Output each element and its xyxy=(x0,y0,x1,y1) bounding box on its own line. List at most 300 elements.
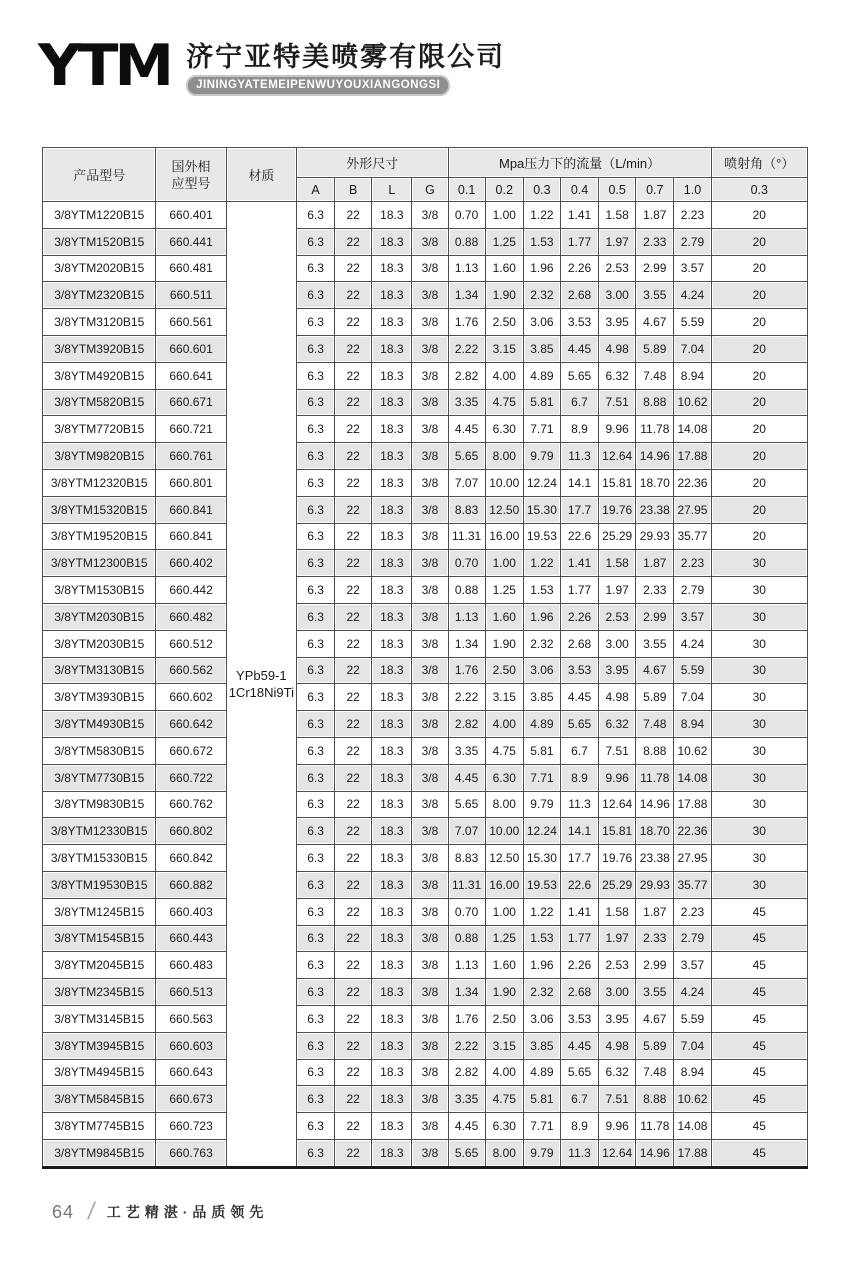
table-row xyxy=(43,1086,808,1113)
cell-product-model: 3/8YTM3120B15 xyxy=(43,309,156,336)
cell-dim-b: 22 xyxy=(335,898,372,925)
cell-foreign-model: 660.801 xyxy=(156,469,226,496)
cell-dim-l: 18.3 xyxy=(372,1005,412,1032)
cell-dim-l: 18.3 xyxy=(372,523,412,550)
cell-flow: 11.78 xyxy=(636,416,674,443)
cell-dim-l: 18.3 xyxy=(372,282,412,309)
cell-dim-b: 22 xyxy=(335,684,372,711)
cell-dim-g: 3/8 xyxy=(412,1086,448,1113)
cell-flow: 5.65 xyxy=(448,791,485,818)
material-line-1: YPb59-1 xyxy=(236,667,287,683)
table-row xyxy=(43,523,808,550)
cell-dim-l: 18.3 xyxy=(372,925,412,952)
page-footer xyxy=(52,1198,268,1226)
cell-flow: 27.95 xyxy=(674,845,711,872)
cell-spray-angle: 30 xyxy=(711,684,807,711)
table-row xyxy=(43,979,808,1006)
product-spec-table xyxy=(42,147,808,1169)
cell-dim-g: 3/8 xyxy=(412,925,448,952)
cell-product-model: 3/8YTM12300B15 xyxy=(43,550,156,577)
cell-foreign-model: 660.603 xyxy=(156,1032,226,1059)
cell-dim-g: 3/8 xyxy=(412,282,448,309)
cell-flow: 2.53 xyxy=(599,255,636,282)
table-row xyxy=(43,255,808,282)
cell-product-model: 3/8YTM5830B15 xyxy=(43,737,156,764)
cell-spray-angle: 30 xyxy=(711,577,807,604)
cell-dim-a: 6.3 xyxy=(296,791,334,818)
cell-dim-g: 3/8 xyxy=(412,523,448,550)
cell-product-model: 3/8YTM2020B15 xyxy=(43,255,156,282)
cell-flow: 8.00 xyxy=(485,1139,523,1167)
cell-flow: 1.00 xyxy=(485,898,523,925)
cell-foreign-model: 660.762 xyxy=(156,791,226,818)
cell-foreign-model: 660.561 xyxy=(156,309,226,336)
cell-dim-l: 18.3 xyxy=(372,1032,412,1059)
cell-flow: 9.79 xyxy=(523,791,560,818)
col-header-flow-0-2: 0.2 xyxy=(485,178,523,202)
cell-flow: 10.00 xyxy=(485,469,523,496)
cell-dim-l: 18.3 xyxy=(372,550,412,577)
cell-flow: 2.32 xyxy=(523,630,560,657)
cell-spray-angle: 20 xyxy=(711,362,807,389)
cell-flow: 2.22 xyxy=(448,684,485,711)
col-group-dimensions: 外形尺寸 xyxy=(296,148,448,178)
cell-flow: 12.24 xyxy=(523,469,560,496)
cell-flow: 6.32 xyxy=(599,1059,636,1086)
cell-flow: 2.22 xyxy=(448,1032,485,1059)
table-row xyxy=(43,630,808,657)
cell-dim-g: 3/8 xyxy=(412,496,448,523)
cell-product-model: 3/8YTM2345B15 xyxy=(43,979,156,1006)
cell-flow: 6.7 xyxy=(560,389,598,416)
cell-flow: 15.30 xyxy=(523,845,560,872)
cell-dim-a: 6.3 xyxy=(296,630,334,657)
cell-dim-l: 18.3 xyxy=(372,684,412,711)
cell-flow: 8.83 xyxy=(448,496,485,523)
ytm-logo-mark: YTM xyxy=(38,32,171,100)
cell-flow: 4.00 xyxy=(485,362,523,389)
cell-flow: 7.51 xyxy=(599,389,636,416)
cell-dim-b: 22 xyxy=(335,362,372,389)
cell-dim-a: 6.3 xyxy=(296,523,334,550)
cell-flow: 1.53 xyxy=(523,228,560,255)
cell-dim-g: 3/8 xyxy=(412,1032,448,1059)
cell-foreign-model: 660.512 xyxy=(156,630,226,657)
cell-product-model: 3/8YTM15330B15 xyxy=(43,845,156,872)
table-row xyxy=(43,845,808,872)
cell-dim-l: 18.3 xyxy=(372,898,412,925)
cell-foreign-model: 660.403 xyxy=(156,898,226,925)
cell-flow: 1.53 xyxy=(523,925,560,952)
cell-flow: 3.00 xyxy=(599,630,636,657)
cell-flow: 6.30 xyxy=(485,416,523,443)
cell-flow: 4.45 xyxy=(560,684,598,711)
cell-flow: 11.31 xyxy=(448,523,485,550)
cell-product-model: 3/8YTM2030B15 xyxy=(43,630,156,657)
cell-dim-l: 18.3 xyxy=(372,979,412,1006)
cell-flow: 7.51 xyxy=(599,1086,636,1113)
cell-spray-angle: 20 xyxy=(711,228,807,255)
cell-flow: 2.26 xyxy=(560,603,598,630)
cell-dim-a: 6.3 xyxy=(296,202,334,229)
cell-dim-g: 3/8 xyxy=(412,577,448,604)
cell-foreign-model: 660.483 xyxy=(156,952,226,979)
table-row xyxy=(43,228,808,255)
cell-flow: 18.70 xyxy=(636,469,674,496)
cell-flow: 2.50 xyxy=(485,1005,523,1032)
cell-product-model: 3/8YTM7730B15 xyxy=(43,764,156,791)
cell-flow: 10.00 xyxy=(485,818,523,845)
cell-product-model: 3/8YTM1545B15 xyxy=(43,925,156,952)
cell-foreign-model: 660.763 xyxy=(156,1139,226,1167)
cell-flow: 2.82 xyxy=(448,1059,485,1086)
cell-flow: 6.30 xyxy=(485,764,523,791)
cell-flow: 5.65 xyxy=(560,1059,598,1086)
cell-flow: 4.75 xyxy=(485,1086,523,1113)
cell-dim-a: 6.3 xyxy=(296,228,334,255)
cell-flow: 1.77 xyxy=(560,577,598,604)
table-row xyxy=(43,577,808,604)
cell-flow: 22.6 xyxy=(560,871,598,898)
cell-flow: 10.62 xyxy=(674,389,711,416)
footer-slash-divider: / xyxy=(86,1198,97,1225)
cell-flow: 4.89 xyxy=(523,362,560,389)
cell-flow: 25.29 xyxy=(599,871,636,898)
cell-dim-l: 18.3 xyxy=(372,657,412,684)
cell-dim-g: 3/8 xyxy=(412,1005,448,1032)
cell-dim-g: 3/8 xyxy=(412,818,448,845)
cell-dim-a: 6.3 xyxy=(296,925,334,952)
cell-flow: 1.77 xyxy=(560,228,598,255)
cell-dim-b: 22 xyxy=(335,469,372,496)
table-row xyxy=(43,684,808,711)
cell-foreign-model: 660.562 xyxy=(156,657,226,684)
table-row xyxy=(43,202,808,229)
cell-dim-g: 3/8 xyxy=(412,711,448,738)
cell-flow: 1.58 xyxy=(599,202,636,229)
cell-flow: 4.98 xyxy=(599,1032,636,1059)
cell-dim-a: 6.3 xyxy=(296,469,334,496)
col-header-dim-g: G xyxy=(412,178,448,202)
cell-flow: 3.35 xyxy=(448,737,485,764)
cell-spray-angle: 20 xyxy=(711,469,807,496)
cell-dim-b: 22 xyxy=(335,1005,372,1032)
cell-flow: 12.64 xyxy=(599,1139,636,1167)
cell-flow: 3.53 xyxy=(560,309,598,336)
cell-flow: 11.78 xyxy=(636,764,674,791)
cell-dim-a: 6.3 xyxy=(296,979,334,1006)
cell-flow: 1.77 xyxy=(560,925,598,952)
cell-flow: 2.50 xyxy=(485,657,523,684)
cell-flow: 2.32 xyxy=(523,282,560,309)
cell-dim-b: 22 xyxy=(335,255,372,282)
cell-flow: 9.96 xyxy=(599,764,636,791)
cell-dim-g: 3/8 xyxy=(412,362,448,389)
cell-dim-a: 6.3 xyxy=(296,657,334,684)
cell-dim-l: 18.3 xyxy=(372,871,412,898)
cell-product-model: 3/8YTM4945B15 xyxy=(43,1059,156,1086)
cell-flow: 3.55 xyxy=(636,282,674,309)
cell-foreign-model: 660.882 xyxy=(156,871,226,898)
cell-dim-a: 6.3 xyxy=(296,416,334,443)
cell-foreign-model: 660.673 xyxy=(156,1086,226,1113)
cell-flow: 4.67 xyxy=(636,309,674,336)
cell-flow: 7.71 xyxy=(523,1113,560,1140)
cell-spray-angle: 30 xyxy=(711,818,807,845)
cell-flow: 1.34 xyxy=(448,630,485,657)
cell-dim-b: 22 xyxy=(335,335,372,362)
table-row xyxy=(43,1139,808,1167)
cell-dim-g: 3/8 xyxy=(412,737,448,764)
cell-flow: 23.38 xyxy=(636,845,674,872)
table-row xyxy=(43,791,808,818)
cell-flow: 3.06 xyxy=(523,657,560,684)
cell-flow: 1.87 xyxy=(636,202,674,229)
cell-flow: 3.53 xyxy=(560,1005,598,1032)
cell-dim-g: 3/8 xyxy=(412,309,448,336)
cell-flow: 2.82 xyxy=(448,362,485,389)
table-row xyxy=(43,309,808,336)
cell-foreign-model: 660.761 xyxy=(156,443,226,470)
table-row xyxy=(43,1113,808,1140)
table-row xyxy=(43,550,808,577)
cell-dim-l: 18.3 xyxy=(372,469,412,496)
cell-flow: 3.15 xyxy=(485,684,523,711)
cell-flow: 0.70 xyxy=(448,898,485,925)
cell-flow: 22.36 xyxy=(674,469,711,496)
cell-flow: 2.79 xyxy=(674,925,711,952)
cell-flow: 14.1 xyxy=(560,818,598,845)
cell-flow: 1.13 xyxy=(448,603,485,630)
cell-flow: 7.48 xyxy=(636,1059,674,1086)
cell-product-model: 3/8YTM3945B15 xyxy=(43,1032,156,1059)
cell-flow: 10.62 xyxy=(674,1086,711,1113)
cell-dim-l: 18.3 xyxy=(372,202,412,229)
cell-dim-b: 22 xyxy=(335,603,372,630)
cell-dim-l: 18.3 xyxy=(372,362,412,389)
cell-dim-b: 22 xyxy=(335,202,372,229)
table-row xyxy=(43,1059,808,1086)
cell-flow: 1.96 xyxy=(523,255,560,282)
cell-flow: 3.35 xyxy=(448,389,485,416)
cell-product-model: 3/8YTM2045B15 xyxy=(43,952,156,979)
cell-spray-angle: 45 xyxy=(711,979,807,1006)
cell-dim-l: 18.3 xyxy=(372,1113,412,1140)
page-number: 64 xyxy=(52,1201,75,1222)
cell-dim-b: 22 xyxy=(335,791,372,818)
cell-dim-b: 22 xyxy=(335,577,372,604)
cell-dim-a: 6.3 xyxy=(296,550,334,577)
cell-flow: 16.00 xyxy=(485,871,523,898)
cell-flow: 1.22 xyxy=(523,898,560,925)
cell-flow: 2.23 xyxy=(674,202,711,229)
cell-spray-angle: 45 xyxy=(711,1032,807,1059)
cell-flow: 1.97 xyxy=(599,925,636,952)
col-header-dim-b: B xyxy=(335,178,372,202)
cell-dim-l: 18.3 xyxy=(372,711,412,738)
cell-flow: 6.32 xyxy=(599,711,636,738)
table-row xyxy=(43,1005,808,1032)
cell-foreign-model: 660.482 xyxy=(156,603,226,630)
cell-flow: 3.57 xyxy=(674,255,711,282)
cell-flow: 1.97 xyxy=(599,577,636,604)
cell-flow: 14.96 xyxy=(636,791,674,818)
cell-dim-l: 18.3 xyxy=(372,416,412,443)
cell-product-model: 3/8YTM7720B15 xyxy=(43,416,156,443)
cell-flow: 2.99 xyxy=(636,255,674,282)
cell-flow: 4.45 xyxy=(560,335,598,362)
cell-dim-a: 6.3 xyxy=(296,362,334,389)
cell-flow: 3.00 xyxy=(599,979,636,1006)
cell-flow: 1.76 xyxy=(448,657,485,684)
cell-flow: 7.48 xyxy=(636,362,674,389)
cell-flow: 4.24 xyxy=(674,282,711,309)
cell-flow: 8.94 xyxy=(674,362,711,389)
cell-flow: 1.22 xyxy=(523,550,560,577)
cell-flow: 1.96 xyxy=(523,603,560,630)
cell-product-model: 3/8YTM2320B15 xyxy=(43,282,156,309)
cell-flow: 8.88 xyxy=(636,389,674,416)
cell-dim-l: 18.3 xyxy=(372,577,412,604)
cell-flow: 2.33 xyxy=(636,577,674,604)
cell-flow: 4.67 xyxy=(636,1005,674,1032)
cell-flow: 7.48 xyxy=(636,711,674,738)
cell-flow: 5.65 xyxy=(560,362,598,389)
cell-spray-angle: 45 xyxy=(711,1139,807,1167)
cell-flow: 1.96 xyxy=(523,952,560,979)
cell-foreign-model: 660.401 xyxy=(156,202,226,229)
cell-dim-l: 18.3 xyxy=(372,335,412,362)
cell-flow: 5.89 xyxy=(636,684,674,711)
cell-flow: 9.96 xyxy=(599,416,636,443)
cell-dim-b: 22 xyxy=(335,657,372,684)
cell-flow: 4.45 xyxy=(448,764,485,791)
cell-flow: 0.88 xyxy=(448,228,485,255)
cell-product-model: 3/8YTM1245B15 xyxy=(43,898,156,925)
cell-product-model: 3/8YTM1520B15 xyxy=(43,228,156,255)
cell-product-model: 3/8YTM3920B15 xyxy=(43,335,156,362)
cell-foreign-model: 660.641 xyxy=(156,362,226,389)
cell-dim-g: 3/8 xyxy=(412,657,448,684)
cell-flow: 3.06 xyxy=(523,1005,560,1032)
cell-dim-b: 22 xyxy=(335,711,372,738)
cell-spray-angle: 30 xyxy=(711,845,807,872)
cell-flow: 14.08 xyxy=(674,764,711,791)
cell-dim-l: 18.3 xyxy=(372,791,412,818)
cell-flow: 1.76 xyxy=(448,309,485,336)
cell-flow: 2.79 xyxy=(674,228,711,255)
cell-product-model: 3/8YTM5820B15 xyxy=(43,389,156,416)
table-header xyxy=(43,148,808,202)
cell-flow: 3.95 xyxy=(599,309,636,336)
cell-foreign-model: 660.721 xyxy=(156,416,226,443)
cell-dim-a: 6.3 xyxy=(296,898,334,925)
col-header-flow-0-1: 0.1 xyxy=(448,178,485,202)
table-row xyxy=(43,443,808,470)
cell-dim-a: 6.3 xyxy=(296,1139,334,1167)
cell-dim-b: 22 xyxy=(335,979,372,1006)
col-header-angle-sub: 0.3 xyxy=(711,178,807,202)
cell-dim-l: 18.3 xyxy=(372,630,412,657)
cell-foreign-model: 660.671 xyxy=(156,389,226,416)
cell-flow: 2.53 xyxy=(599,952,636,979)
cell-flow: 25.29 xyxy=(599,523,636,550)
cell-foreign-model: 660.722 xyxy=(156,764,226,791)
cell-flow: 5.65 xyxy=(448,443,485,470)
cell-flow: 7.07 xyxy=(448,469,485,496)
cell-foreign-model: 660.441 xyxy=(156,228,226,255)
cell-flow: 35.77 xyxy=(674,523,711,550)
cell-flow: 9.79 xyxy=(523,1139,560,1167)
cell-flow: 29.93 xyxy=(636,523,674,550)
cell-dim-g: 3/8 xyxy=(412,1059,448,1086)
cell-product-model: 3/8YTM1220B15 xyxy=(43,202,156,229)
cell-product-model: 3/8YTM9820B15 xyxy=(43,443,156,470)
cell-flow: 2.68 xyxy=(560,979,598,1006)
cell-flow: 7.04 xyxy=(674,335,711,362)
cell-flow: 1.60 xyxy=(485,255,523,282)
cell-spray-angle: 45 xyxy=(711,898,807,925)
cell-foreign-model: 660.643 xyxy=(156,1059,226,1086)
cell-flow: 1.13 xyxy=(448,255,485,282)
cell-flow: 3.95 xyxy=(599,1005,636,1032)
cell-flow: 4.45 xyxy=(448,1113,485,1140)
cell-spray-angle: 45 xyxy=(711,1005,807,1032)
cell-flow: 23.38 xyxy=(636,496,674,523)
cell-dim-g: 3/8 xyxy=(412,550,448,577)
cell-flow: 10.62 xyxy=(674,737,711,764)
cell-spray-angle: 20 xyxy=(711,202,807,229)
cell-foreign-model: 660.842 xyxy=(156,845,226,872)
cell-dim-a: 6.3 xyxy=(296,1032,334,1059)
cell-flow: 5.59 xyxy=(674,1005,711,1032)
cell-flow: 8.83 xyxy=(448,845,485,872)
table-row xyxy=(43,1032,808,1059)
cell-flow: 4.98 xyxy=(599,684,636,711)
cell-spray-angle: 30 xyxy=(711,630,807,657)
cell-flow: 3.95 xyxy=(599,657,636,684)
company-header xyxy=(38,32,506,100)
cell-flow: 3.00 xyxy=(599,282,636,309)
cell-flow: 11.31 xyxy=(448,871,485,898)
cell-product-model: 3/8YTM3130B15 xyxy=(43,657,156,684)
cell-dim-g: 3/8 xyxy=(412,469,448,496)
cell-dim-b: 22 xyxy=(335,1032,372,1059)
cell-spray-angle: 45 xyxy=(711,1086,807,1113)
col-header-dim-l: L xyxy=(372,178,412,202)
cell-flow: 4.00 xyxy=(485,711,523,738)
cell-foreign-model: 660.563 xyxy=(156,1005,226,1032)
col-group-flow: Mpa压力下的流量（L/min） xyxy=(448,148,711,178)
cell-dim-b: 22 xyxy=(335,764,372,791)
cell-foreign-model: 660.443 xyxy=(156,925,226,952)
cell-flow: 14.96 xyxy=(636,443,674,470)
cell-spray-angle: 30 xyxy=(711,657,807,684)
cell-flow: 17.7 xyxy=(560,845,598,872)
cell-flow: 16.00 xyxy=(485,523,523,550)
cell-spray-angle: 20 xyxy=(711,523,807,550)
table-row xyxy=(43,737,808,764)
cell-flow: 1.34 xyxy=(448,282,485,309)
cell-flow: 19.53 xyxy=(523,523,560,550)
cell-flow: 1.41 xyxy=(560,550,598,577)
cell-dim-g: 3/8 xyxy=(412,228,448,255)
cell-flow: 3.15 xyxy=(485,1032,523,1059)
cell-spray-angle: 20 xyxy=(711,255,807,282)
cell-flow: 29.93 xyxy=(636,871,674,898)
cell-dim-g: 3/8 xyxy=(412,791,448,818)
cell-spray-angle: 30 xyxy=(711,764,807,791)
